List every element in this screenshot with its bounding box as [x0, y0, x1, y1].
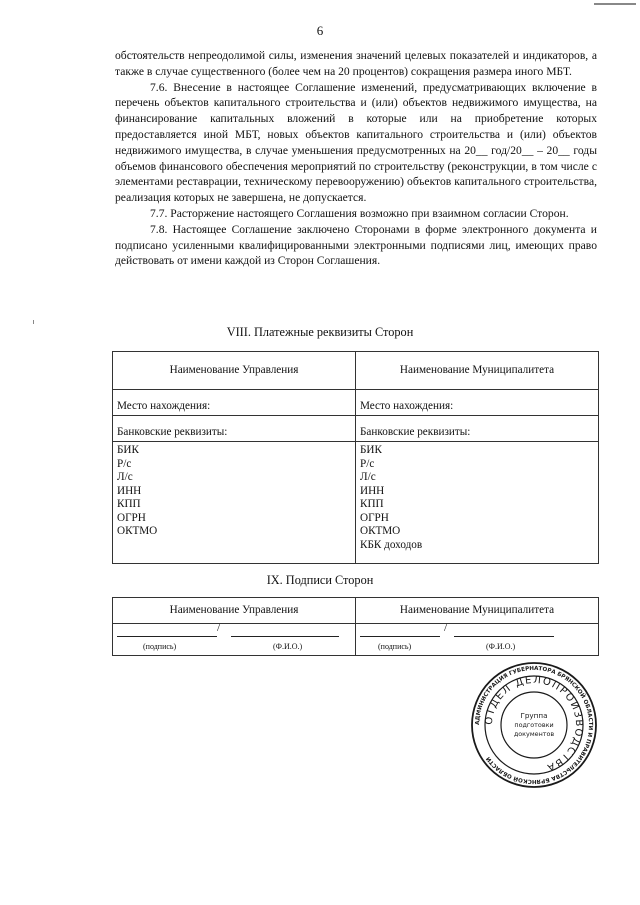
- stamp-center-line: подготовки: [514, 721, 554, 729]
- field-ls: Л/с: [117, 471, 133, 483]
- stamp-center-line: Группа: [520, 711, 548, 720]
- signature-right: [356, 624, 599, 656]
- field-kpp: КПП: [117, 498, 141, 510]
- stamp-center-line: документов: [513, 730, 555, 738]
- signatures-table: [112, 597, 599, 656]
- paragraph-continuation: обстоятельств непреодолимой силы, изменения значений целевых показателей и индикаторов, а также в случае существенного (более чем на 20 процентов) сокращения размера иного МБТ.: [115, 49, 597, 78]
- signature-caption: (подпись): [378, 642, 412, 651]
- body-text: [115, 48, 597, 269]
- department-stamp: [470, 661, 598, 789]
- corner-mark: [594, 3, 636, 5]
- signature-caption: (подпись): [143, 642, 177, 651]
- margin-mark: [33, 320, 34, 324]
- page-number: 6: [316, 23, 324, 38]
- field-ogrn: ОГРН: [360, 511, 389, 524]
- name-caption: (Ф.И.О.): [486, 642, 516, 651]
- sig-header-right: Наименование Муниципалитета: [356, 598, 599, 624]
- fields-left: [113, 442, 356, 564]
- stamp-middle-text: ОТДЕЛ ДЕЛОПРОИЗВОДСТВА: [483, 674, 585, 774]
- field-ls: Л/с: [360, 471, 376, 483]
- name-caption: (Ф.И.О.): [273, 642, 303, 651]
- fields-right: [356, 442, 599, 564]
- paragraph-7-8: 7.8. Настоящее Соглашение заключено Сторонами в форме электронного документа и подписано усиленными квалифицированными электронными подписями лиц, имеющих право действовать от имени каждой из Сторон Соглашения.: [115, 222, 597, 268]
- field-rs: Р/с: [117, 457, 132, 470]
- signature-line: [360, 636, 440, 637]
- location-right: Место нахождения:: [356, 390, 599, 416]
- name-line: [231, 636, 339, 637]
- payment-details-table: [112, 351, 599, 564]
- field-inn: ИНН: [360, 484, 385, 497]
- field-kpp: КПП: [360, 498, 384, 510]
- field-oktmo: ОКТМО: [117, 525, 158, 537]
- field-rs: Р/с: [360, 457, 375, 470]
- slash: /: [217, 622, 221, 634]
- paragraph-7-7: 7.7. Расторжение настоящего Соглашения возможно при взаимном согласии Сторон.: [150, 206, 569, 220]
- field-oktmo: ОКТМО: [360, 525, 401, 537]
- sig-header-left: Наименование Управления: [113, 598, 356, 624]
- col-header-right: Наименование Муниципалитета: [356, 352, 599, 390]
- field-inn: ИНН: [117, 484, 142, 497]
- field-ogrn: ОГРН: [117, 511, 146, 524]
- paragraph-7-6: 7.6. Внесение в настоящее Соглашение изменений, предусматривающих включение в перечень объектов капитального строительства и (или) объектов недвижимого имущества, на финансирование капитальных вложений в которые или на приобретение которых предоставляется иной МБТ, новых объектов капитального строительства и (или) объектов недвижимого имущества, в случае уменьшения предусмотренных на 20__ год/20__ – 20__ годы объемов финансового обеспечения мероприятий по строительству (реконструкции, в том числе с элементами реставрации, техническому перевооружению) объектов капитального строительства, реализация которых не завершена, не допускается.: [115, 80, 597, 205]
- field-kbk: КБК доходов: [360, 538, 423, 551]
- field-bik: БИК: [117, 444, 139, 456]
- field-bik: БИК: [360, 444, 382, 456]
- signature-left: [113, 624, 356, 656]
- section-8-title: VIII. Платежные реквизиты Сторон: [226, 325, 414, 339]
- signature-line: [117, 636, 217, 637]
- name-line: [454, 636, 554, 637]
- section-9-title: IX. Подписи Сторон: [266, 573, 374, 587]
- bank-left: Банковские реквизиты:: [113, 416, 356, 442]
- bank-right: Банковские реквизиты:: [356, 416, 599, 442]
- col-header-left: Наименование Управления: [113, 352, 356, 390]
- location-left: Место нахождения:: [113, 390, 356, 416]
- stamp-outer-text: АДМИНИСТРАЦИЯ ГУБЕРНАТОРА БРЯНСКОЙ ОБЛАСТИ И ПРАВИТЕЛЬСТВА БРЯНСКОЙ ОБЛАСТИ: [474, 665, 594, 785]
- slash: /: [444, 622, 448, 634]
